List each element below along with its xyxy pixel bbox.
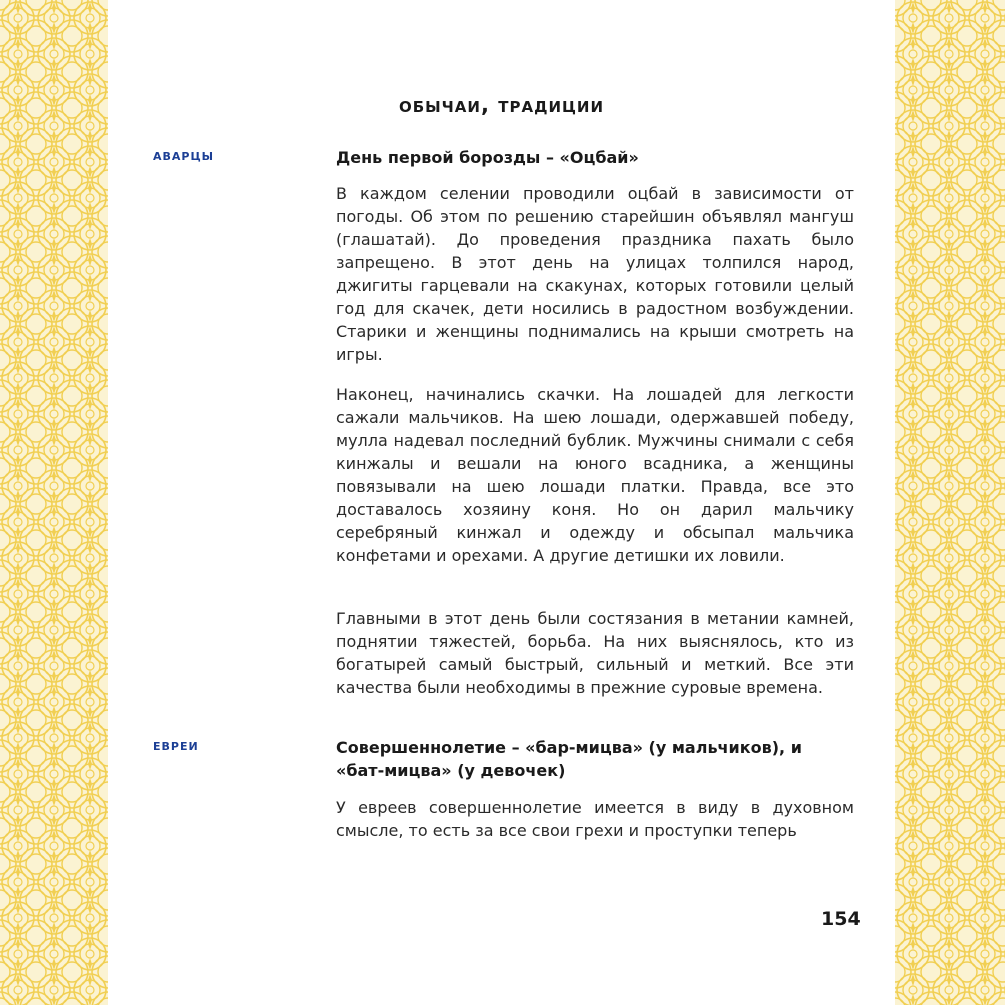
page-number: 154 [821,908,861,930]
paragraph: У евреев совершеннолетие имеется в виду в духовном смысле, то есть за все свои грехи и проступки теперь [336,798,854,840]
pattern-right-graphic [895,0,1005,1005]
paragraph: Главными в этот день были состязания в метании камней, поднятии тяжестей, борьба. На них выяснялось, кто из богатырей самый быстрый, сильный и меткий. Все эти качества были необходимы в прежние суровые времена. [336,609,854,697]
decorative-pattern-left [0,0,108,1005]
decorative-pattern-right [895,0,1005,1005]
paragraph: Наконец, начинались скачки. На лошадей для легкости сажали мальчиков. На шею лошади, одержавшей победу, мулла надевал последний бублик. Мужчины снимали с себя кинжалы и вешали на юного всадника, а женщины повязывали на шею лошади платки. Правда, все это доставалось хозяину коня. Но он дарил мальчику серебряный кинжал и одежду и обсыпал мальчика конфетами и орехами. А другие детишки их ловили. [336,385,854,565]
page-title: обычаи, традиции [398,93,605,117]
section-heading-jews: Совершеннолетие – «бар-мицва» (у мальчиков), и «бат-мицва» (у девочек) [336,738,802,780]
pattern-left-graphic [0,0,108,1005]
section-heading-avars: День первой борозды – «Оцбай» [336,148,639,167]
people-label-avars: аварцы [153,146,215,164]
paragraph: В каждом селении проводили оцбай в зависимости от погоды. Об этом по решению старейшин объявлял мангуш (глашатай). До проведения праздника пахать было запрещено. В этот день на улицах толпился народ, джигиты гарцевали на скакунах, которых готовили целый год для скачек, дети носились в радостном возбуждении. Старики и женщины поднимались на крыши смотреть на игры. [336,184,854,364]
people-label-jews: евреи [153,736,199,754]
page-content [108,0,895,1005]
